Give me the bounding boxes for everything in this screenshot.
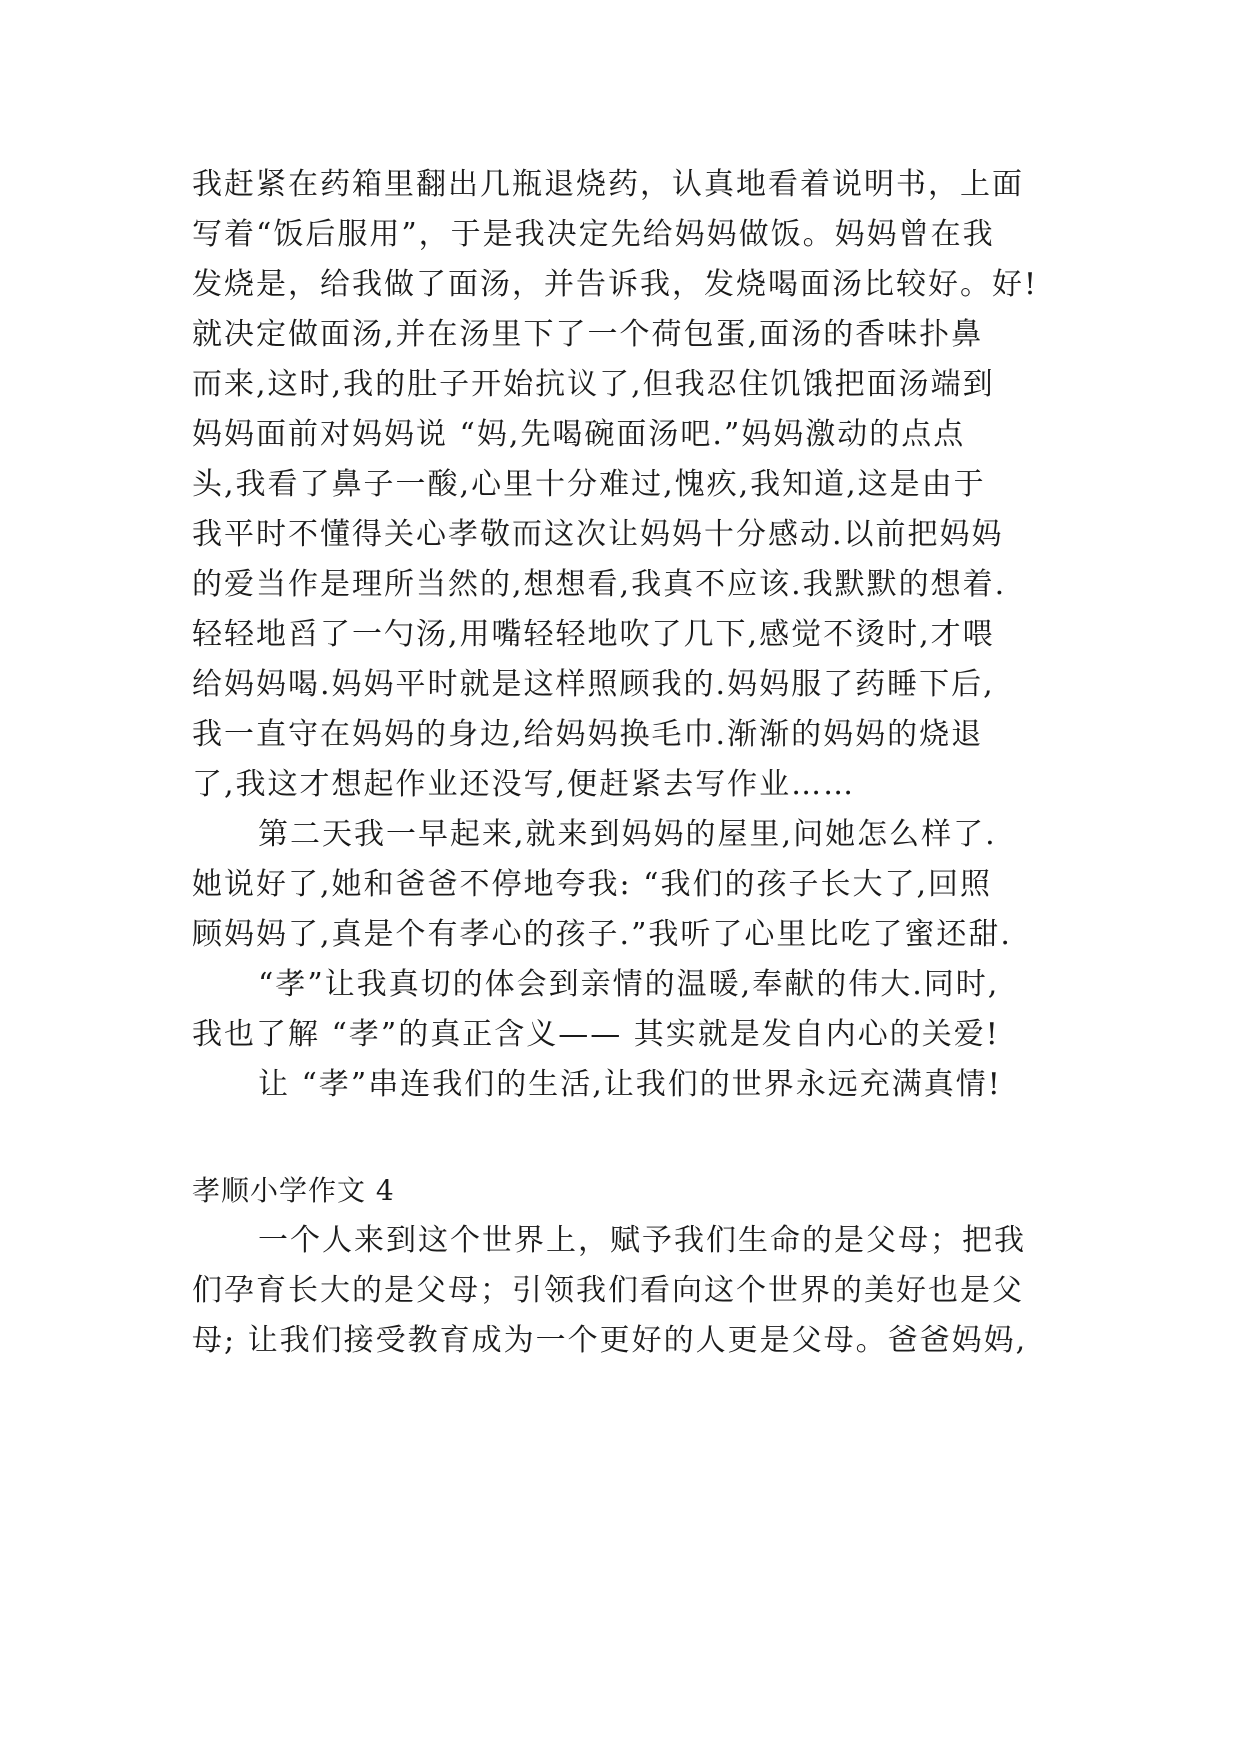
text-line: 我一直守在妈妈的身边,给妈妈换毛巾.渐渐的妈妈的烧退 — [192, 717, 984, 752]
text-line: 一个人来到这个世界上，赋予我们生命的是父母；把我 — [258, 1223, 1026, 1258]
text-line: 我平时不懂得关心孝敬而这次让妈妈十分感动.以前把妈妈 — [192, 517, 1004, 552]
text-line: 发烧是，给我做了面汤，并告诉我，发烧喝面汤比较好。好! — [192, 267, 1039, 302]
text-line: 了,我这才想起作业还没写,便赶紧去写作业…… — [192, 767, 856, 802]
text-line: “孝”让我真切的体会到亲情的温暖,奉献的伟大.同时, — [258, 967, 1000, 1002]
document-page — [192, 160, 1062, 1366]
paragraph-4 — [192, 1060, 1062, 1110]
text-line: 轻轻地舀了一勺汤,用嘴轻轻地吹了几下,感觉不烫时,才喂 — [192, 617, 995, 652]
text-line: 的爱当作是理所当然的,想想看,我真不应该.我默默的想着. — [192, 567, 1007, 602]
text-line: 我也了解 “孝”的真正含义—— 其实就是发自内心的关爱! — [192, 1017, 1000, 1052]
text-line: 给妈妈喝.妈妈平时就是这样照顾我的.妈妈服了药睡下后, — [192, 667, 995, 702]
paragraph-2 — [192, 810, 1062, 960]
paragraph-5 — [192, 1216, 1062, 1366]
text-line: 写着“饭后服用”，于是我决定先给妈妈做饭。妈妈曾在我 — [192, 217, 995, 252]
text-line: 妈妈面前对妈妈说 “妈,先喝碗面汤吧.”妈妈激动的点点 — [192, 417, 966, 452]
text-line: 她说好了,她和爸爸不停地夸我: “我们的孩子长大了,回照 — [192, 867, 993, 902]
text-line: 头,我看了鼻子一酸,心里十分难过,愧疚,我知道,这是由于 — [192, 467, 986, 502]
text-line: 我赶紧在药箱里翻出几瓶退烧药，认真地看着说明书，上面 — [192, 167, 1024, 202]
section-heading: 孝顺小学作文 4 — [192, 1174, 395, 1207]
text-line: 而来,这时,我的肚子开始抗议了,但我忍住饥饿把面汤端到 — [192, 367, 995, 402]
paragraph-3 — [192, 960, 1062, 1060]
section-gap — [192, 1110, 1062, 1166]
text-line: 母; 让我们接受教育成为一个更好的人更是父母。爸爸妈妈, — [192, 1323, 1028, 1358]
paragraph-1 — [192, 160, 1062, 810]
text-line: 们孕育长大的是父母；引领我们看向这个世界的美好也是父 — [192, 1273, 1024, 1308]
text-line: 第二天我一早起来,就来到妈妈的屋里,问她怎么样了. — [258, 817, 997, 852]
text-line: 就决定做面汤,并在汤里下了一个荷包蛋,面汤的香味扑鼻 — [192, 317, 984, 352]
text-line: 顾妈妈了,真是个有孝心的孩子.”我听了心里比吃了蜜还甜. — [192, 917, 1012, 952]
text-line: 让 “孝”串连我们的生活,让我们的世界永远充满真情! — [258, 1067, 1002, 1102]
